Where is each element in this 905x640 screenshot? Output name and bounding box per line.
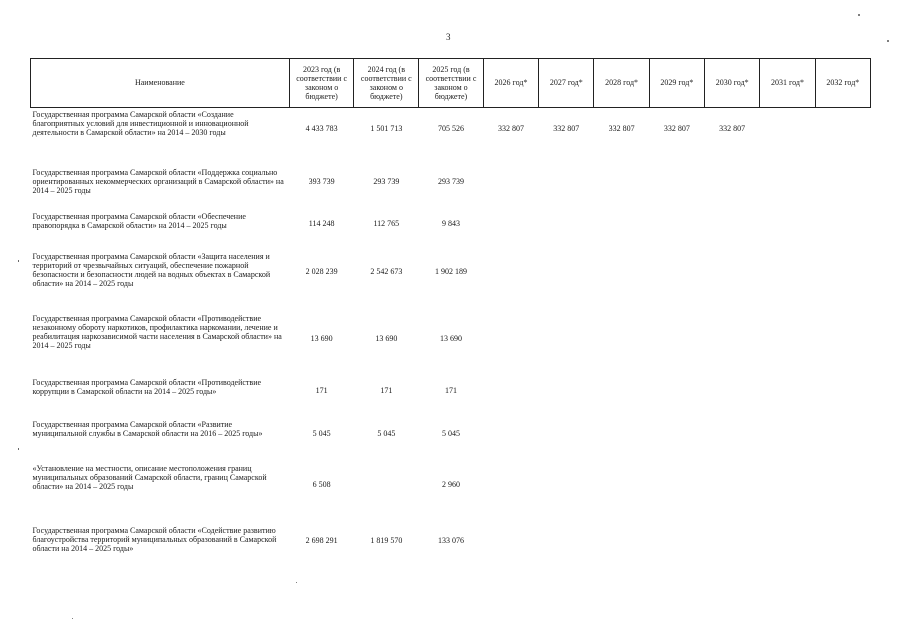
value-cell-2029 [649,208,704,248]
value-cell-2024 [354,310,419,374]
scan-speck [887,40,889,42]
value-cell-2032 [815,374,870,416]
value-cell-2024 [354,164,419,208]
value-cell-2031 [760,208,815,248]
program-name: Государственная программа Самарской области «Обеспечение правопорядка в Самарской области» на 2014 – 2025 годы [32,211,246,230]
row-name-cell [31,374,290,416]
scan-speck [18,260,19,262]
value-cell-2023 [289,416,354,460]
amount-value: 293 739 [438,176,464,186]
program-name: Государственная программа Самарской области «Развитие муниципальной службы в Самарской области на 2016 – 2025 годы» [32,419,263,438]
amount-value: 5 045 [377,428,396,438]
value-cell-2024 [354,460,419,522]
value-cell-2023 [289,460,354,522]
value-cell-2024 [354,208,419,248]
amount-value: 9 843 [442,218,460,228]
amount-value: 5 045 [312,428,331,438]
amount-value: 332 807 [719,124,746,133]
value-cell-2025 [419,310,484,374]
value-cell-2023 [289,164,354,208]
value-cell-2028 [594,374,649,416]
value-cell-2028 [594,248,649,310]
value-cell-2031 [760,522,815,574]
header-2024: 2024 год (в соответствии с законом о бюджете) [354,59,419,108]
program-name: Государственная программа Самарской области «Поддержка социально ориентированных некоммерческих организаций в Самарской области» на 2014 – 2025 годы [32,167,284,195]
value-cell-2030 [705,248,760,310]
value-cell-2023 [289,248,354,310]
value-cell-2023 [289,208,354,248]
amount-value: 705 526 [438,124,464,133]
scan-speck [296,582,297,583]
amount-value: 2 698 291 [305,535,338,545]
value-cell-2024 [354,416,419,460]
amount-value: 171 [315,385,328,395]
value-cell-2028 [594,208,649,248]
value-cell-2028 [594,460,649,522]
value-cell-2028 [594,310,649,374]
value-cell-2031 [760,416,815,460]
value-cell-2032 [815,164,870,208]
value-cell-2032 [815,248,870,310]
row-name-cell [31,416,290,460]
value-cell-2027 [539,164,594,208]
value-cell-2025 [419,248,484,310]
value-cell-2029 [649,108,704,164]
row-name-cell [31,248,290,310]
row-name-cell [31,108,290,164]
program-name: Государственная программа Самарской области «Противодействие незаконному обороту наркотиков, профилактика наркомании, лечение и реабилитация наркозависимой части населения в Самарской области» на 2014 – 2025 годы [32,313,282,351]
amount-value: 1 501 713 [370,124,403,133]
value-cell-2025 [419,416,484,460]
value-cell-2023 [289,522,354,574]
value-cell-2030 [705,460,760,522]
program-name: Государственная программа Самарской области «Содействие развитию благоустройства территорий муниципальных образований в Самарской области на 2014 – 2025 годы» [32,525,277,553]
program-name: Государственная программа Самарской области «Защита населения и территорий от чрезвычайных ситуаций, обеспечение пожарной безопасности и безопасности людей на водных объектах в Самарской области» на 2014 – 2025 годы [32,251,271,289]
value-cell-2030 [705,416,760,460]
value-cell-2032 [815,208,870,248]
value-cell-2029 [649,248,704,310]
value-cell-2028 [594,416,649,460]
value-cell-2027 [539,208,594,248]
amount-value: 13 690 [440,333,462,343]
value-cell-2030 [705,108,760,164]
value-cell-2032 [815,522,870,574]
amount-value: 6 508 [312,479,331,489]
value-cell-2031 [760,108,815,164]
amount-value: 114 248 [308,218,335,228]
value-cell-2029 [649,374,704,416]
header-2026: 2026 год* [483,59,538,108]
value-cell-2030 [705,310,760,374]
program-name: Государственная программа Самарской области «Создание благоприятных условий для инвестиционной и инновационной деятельности в Самарской области» на 2014 – 2030 годы [32,110,249,138]
value-cell-2029 [649,164,704,208]
value-cell-2026 [483,108,538,164]
value-cell-2024 [354,248,419,310]
value-cell-2032 [815,416,870,460]
value-cell-2025 [419,374,484,416]
value-cell-2026 [483,164,538,208]
amount-value: 1 902 189 [435,266,467,276]
value-cell-2024 [354,108,419,164]
scan-speck [18,448,19,450]
amount-value: 133 076 [438,535,464,545]
amount-value: 332 807 [608,124,635,133]
value-cell-2023 [289,374,354,416]
amount-value: 13 690 [375,333,398,343]
amount-value: 2 960 [442,479,460,489]
value-cell-2026 [483,208,538,248]
value-cell-2027 [539,248,594,310]
row-name-cell [31,522,290,574]
value-cell-2029 [649,416,704,460]
scan-speck [72,618,73,619]
value-cell-2030 [705,522,760,574]
table-row [31,164,871,208]
value-cell-2032 [815,108,870,164]
value-cell-2027 [539,374,594,416]
table-row [31,416,871,460]
header-2029: 2029 год* [649,59,704,108]
value-cell-2030 [705,208,760,248]
amount-value: 293 739 [373,176,400,186]
value-cell-2031 [760,248,815,310]
table-body [31,108,871,574]
row-name-cell [31,208,290,248]
amount-value: 2 028 239 [305,266,338,276]
value-cell-2031 [760,374,815,416]
value-cell-2029 [649,310,704,374]
value-cell-2024 [354,522,419,574]
header-2030: 2030 год* [705,59,760,108]
value-cell-2025 [419,208,484,248]
table-row [31,248,871,310]
table-row [31,522,871,574]
amount-value: 393 739 [308,176,335,186]
header-2025: 2025 год (в соответствии с законом о бюджете) [419,59,484,108]
value-cell-2025 [419,108,484,164]
value-cell-2026 [483,522,538,574]
value-cell-2025 [419,522,484,574]
amount-value: 2 542 673 [370,266,403,276]
amount-value: 1 819 570 [370,535,403,545]
value-cell-2029 [649,522,704,574]
value-cell-2026 [483,460,538,522]
value-cell-2031 [760,164,815,208]
value-cell-2027 [539,416,594,460]
value-cell-2026 [483,416,538,460]
scan-speck [858,14,860,16]
value-cell-2025 [419,164,484,208]
header-2027: 2027 год* [539,59,594,108]
amount-value: 332 807 [663,124,690,133]
value-cell-2024 [354,374,419,416]
budget-table [30,58,871,574]
value-cell-2023 [289,108,354,164]
header-2032: 2032 год* [815,59,870,108]
amount-value: 13 690 [310,333,333,343]
row-name-cell [31,310,290,374]
value-cell-2027 [539,108,594,164]
header-name: Наименование [31,59,290,108]
value-cell-2027 [539,310,594,374]
program-name: Государственная программа Самарской области «Противодействие коррупции в Самарской области на 2014 – 2025 годы» [32,377,262,396]
table-row [31,108,871,164]
value-cell-2031 [760,310,815,374]
table-header [31,59,871,108]
table-row [31,460,871,522]
amount-value: 332 807 [497,124,524,133]
amount-value: 4 433 783 [305,124,338,133]
table-row [31,374,871,416]
amount-value: 171 [445,385,457,395]
value-cell-2025 [419,460,484,522]
value-cell-2031 [760,460,815,522]
value-cell-2026 [483,374,538,416]
table-row [31,310,871,374]
row-name-cell [31,164,290,208]
row-name-cell [31,460,290,522]
value-cell-2027 [539,522,594,574]
value-cell-2032 [815,460,870,522]
page-number: 3 [446,32,451,42]
program-name: «Установление на местности, описание местоположения границ муниципальных образований Самарской области, границ Самарской области» на 2014 – 2025 годы [32,463,267,491]
amount-value: 171 [380,385,393,395]
value-cell-2028 [594,164,649,208]
value-cell-2029 [649,460,704,522]
value-cell-2028 [594,108,649,164]
header-2023: 2023 год (в соответствии с законом о бюджете) [289,59,354,108]
value-cell-2032 [815,310,870,374]
amount-value: 5 045 [442,428,460,438]
amount-value: 332 807 [553,124,580,133]
value-cell-2026 [483,310,538,374]
header-2031: 2031 год* [760,59,815,108]
header-2028: 2028 год* [594,59,649,108]
value-cell-2027 [539,460,594,522]
table-row [31,208,871,248]
value-cell-2030 [705,374,760,416]
value-cell-2028 [594,522,649,574]
value-cell-2023 [289,310,354,374]
amount-value: 112 765 [373,218,400,228]
value-cell-2030 [705,164,760,208]
value-cell-2026 [483,248,538,310]
